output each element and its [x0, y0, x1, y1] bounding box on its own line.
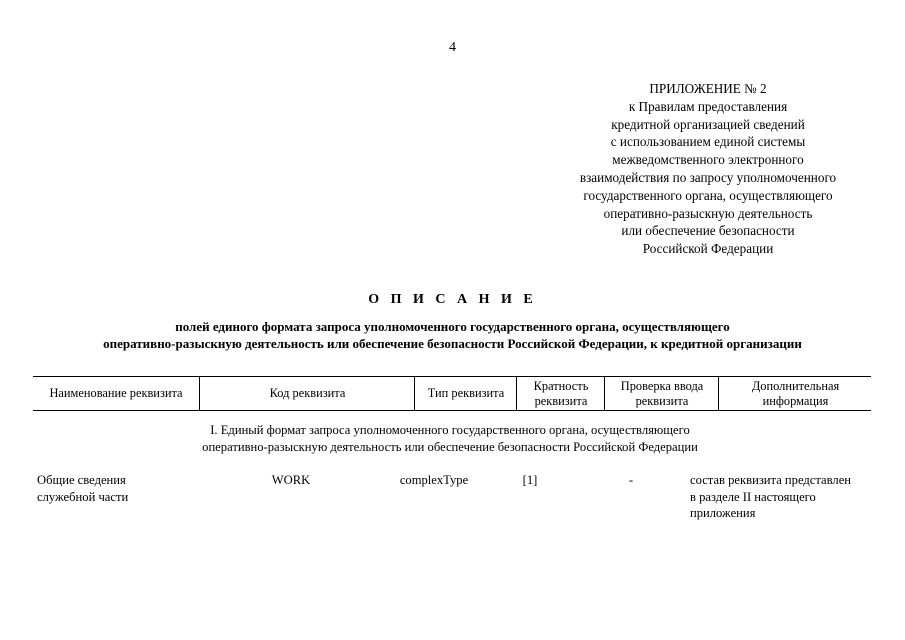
cell-type: complexType [399, 473, 469, 487]
appendix-line: государственного органа, осуществляющего [583, 187, 833, 203]
page-number: 4 [449, 40, 456, 55]
appendix-block [560, 80, 856, 258]
section-heading-line: оперативно-разыскную деятельность или обеспечение безопасности Российской Федерации [202, 439, 698, 454]
document-subtitle [0, 318, 905, 352]
subtitle-line: полей единого формата запроса уполномоченного государственного органа, осуществляющего [175, 319, 730, 334]
appendix-line: кредитной организацией сведений [611, 116, 805, 132]
appendix-line: к Правилам предоставления [628, 98, 788, 114]
appendix-line: с использованием единой системы [610, 134, 806, 150]
document-title: О П И С А Н И Е [368, 292, 537, 307]
header-validation: Проверка ввода реквизита [604, 377, 719, 410]
table-header [33, 376, 871, 411]
cell-validation: - [628, 473, 634, 487]
header-multiplicity: Кратность реквизита [516, 377, 605, 410]
subtitle-line: оперативно-разыскную деятельность или обеспечение безопасности Российской Федерации, к кредитной организации [103, 336, 802, 351]
appendix-title: ПРИЛОЖЕНИЕ № 2 [649, 81, 767, 96]
section-heading-line: I. Единый формат запроса уполномоченного государственного органа, осуществляющего [210, 423, 690, 437]
header-name: Наименование реквизита [49, 386, 183, 400]
appendix-line: или обеспечение безопасности [621, 223, 795, 239]
cell-name: Общие сведения служебной части [37, 473, 129, 504]
cell-code: WORK [271, 473, 311, 487]
header-info: Дополнительная информация [718, 377, 872, 410]
appendix-line: межведомственного электронного [612, 152, 804, 168]
appendix-line: Российской Федерации [642, 241, 774, 257]
cell-multiplicity: [1] [522, 473, 538, 487]
header-type: Тип реквизита [414, 377, 517, 410]
appendix-line: оперативно-разыскную деятельность [603, 205, 813, 221]
header-code: Код реквизита [199, 377, 415, 410]
cell-info: состав реквизита представлен в разделе II настоящего приложения [690, 473, 852, 520]
appendix-line: взаимодействия по запросу уполномоченного [579, 169, 837, 185]
section-heading [150, 422, 750, 455]
